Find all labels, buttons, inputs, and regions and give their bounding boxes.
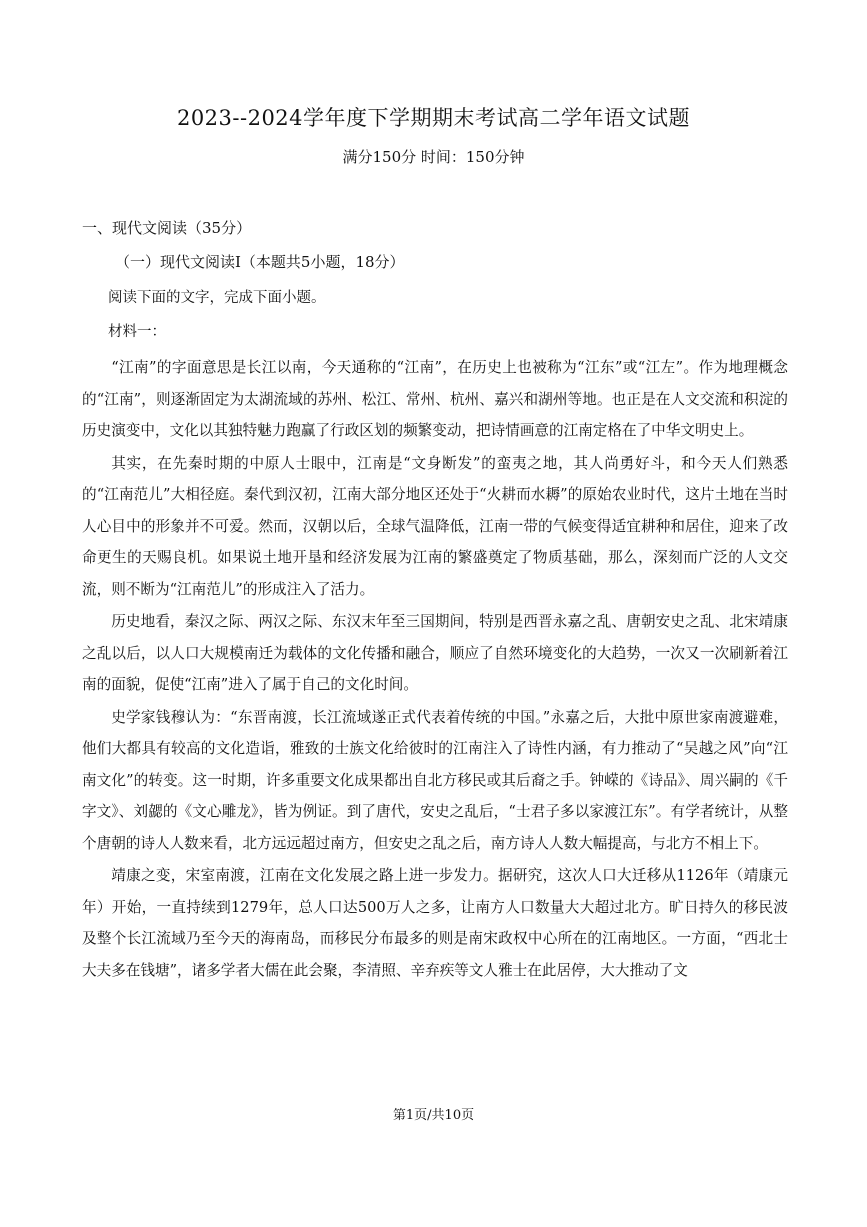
- material-label: 材料一：: [108, 324, 166, 340]
- reading-passage: [82, 352, 788, 987]
- passage-paragraph: 其实，在先秦时期的中原人士眼中，江南是“文身断发”的蛮夷之地，其人尚勇好斗，和今天人们熟悉的“江南范儿”大相径庭。秦代到汉初，江南大部分地区还处于“火耕而水耨”的原始农业时代，这片土地在当时人心目中的形象并不可爱。然而，汉朝以后，全球气温降低，江南一带的气候变得适宜耕种和居住，迎来了改命更生的天赐良机。如果说土地开垦和经济发展为江南的繁盛奠定了物质基础，那么，深刻而广泛的人文交流，则不断为“江南范儿”的形成注入了活力。: [82, 454, 788, 598]
- page-number: 第1页/共10页: [392, 1108, 475, 1123]
- passage-paragraph: 史学家钱穆认为：“东晋南渡，长江流域遂正式代表着传统的中国。”永嘉之后，大批中原世家南渡避难，他们大都具有较高的文化造诣，雅致的士族文化给彼时的江南注入了诗性内涵，有力推动了“吴越之风”向“江南文化”的转变。这一时期，许多重要文化成果都出自北方移民或其后裔之手。钟嵘的《诗品》、周兴嗣的《千字文》、刘勰的《文心雕龙》，皆为例证。到了唐代，安史之乱后，“士君子多以家渡江东”。有学者统计，从整个唐朝的诗人人数来看，北方远远超过南方，但安史之乱之后，南方诗人人数大幅提高，与北方不相上下。: [82, 708, 788, 852]
- passage-paragraph: 靖康之变，宋室南渡，江南在文化发展之路上进一步发力。据研究，这次人口大迁移从1126年（靖康元年）开始，一直持续到1279年，总人口达500万人之多，让南方人口数量大大超过北方。旷日持久的移民波及整个长江流域乃至今天的海南岛，而移民分布最多的则是南宋政权中心所在的江南地区。一方面，“西北士大夫多在钱塘”，诸多学者大儒在此会聚，李清照、辛弃疾等文人雅士在此居停，大大推动了文: [82, 867, 788, 979]
- sub-section-heading: （一）现代文阅读Ⅰ（本题共5小题，18分）: [115, 253, 405, 271]
- passage-paragraph: 历史地看，秦汉之际、两汉之际、东汉末年至三国期间，特别是西晋永嘉之乱、唐朝安史之乱、北宋靖康之乱以后，以人口大规模南迁为载体的文化传播和融合，顺应了自然环境变化的大趋势，一次又一次刷新着江南的面貌，促使“江南”进入了属于自己的文化时间。: [82, 613, 788, 693]
- exam-title: 2023--2024学年度下学期期末考试高二学年语文试题: [176, 106, 691, 130]
- exam-score-time: 满分150分 时间：150分钟: [342, 148, 525, 166]
- passage-paragraph: “江南”的字面意思是长江以南，今天通称的“江南”，在历史上也被称为“江东”或“江左”。作为地理概念的“江南”，则逐渐固定为太湖流域的苏州、松江、常州、杭州、嘉兴和湖州等地。也正是在人文交流和积淀的历史演变中，文化以其独特魅力跑赢了行政区划的频繁变动，把诗情画意的江南定格在了中华文明史上。: [82, 359, 788, 439]
- section-heading: 一、现代文阅读（35分）: [82, 219, 252, 237]
- reading-instruction: 阅读下面的文字，完成下面小题。: [108, 290, 326, 306]
